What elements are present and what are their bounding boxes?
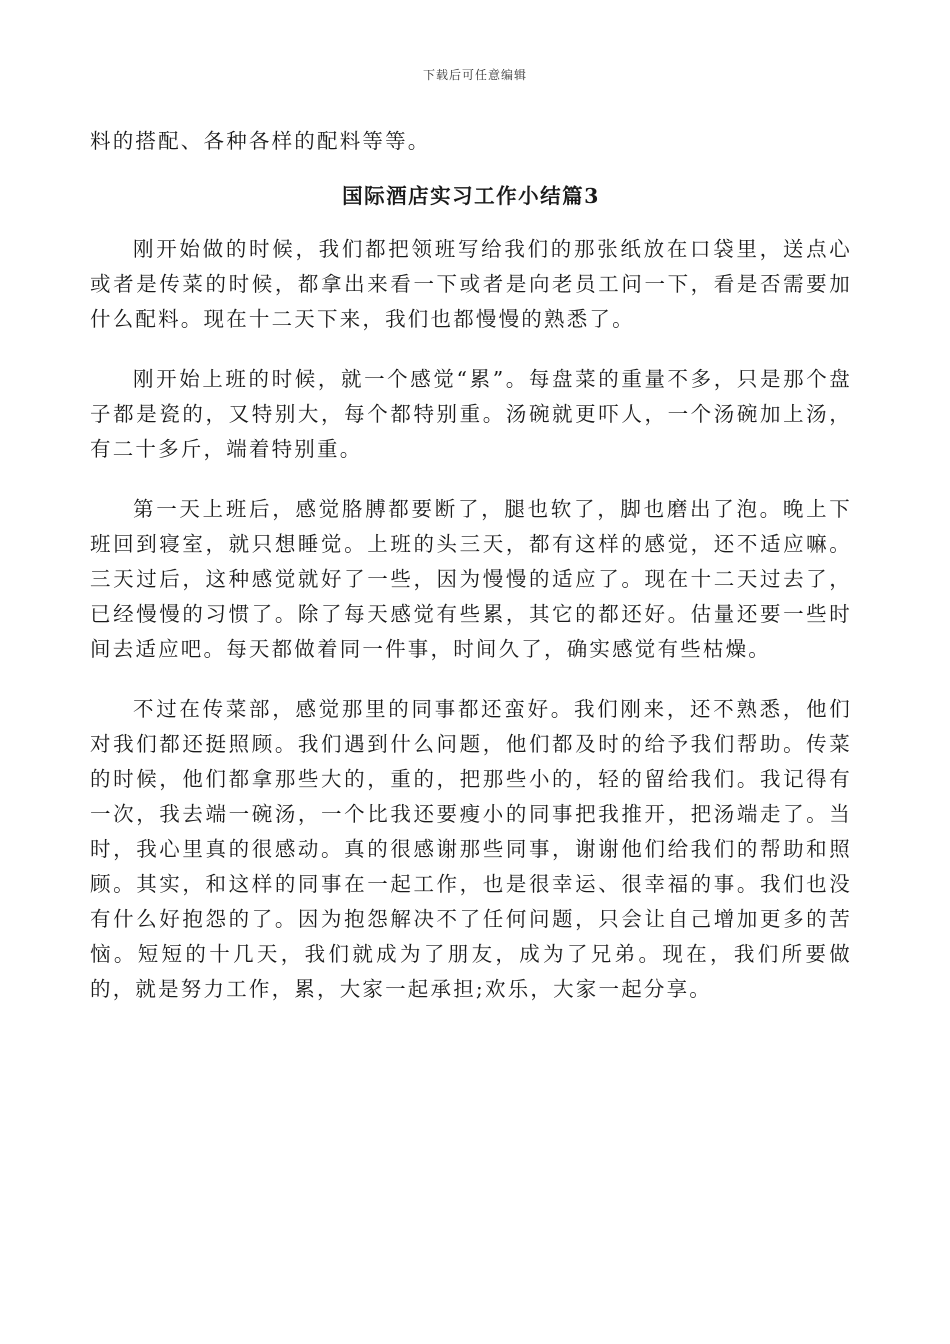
body-paragraph: 刚开始做的时候，我们都把领班写给我们的那张纸放在口袋里，送点心或者是传菜的时候，都拿出来看一下或者是向老员工问一下，看是否需要加什么配料。现在十二天下来，我们也都慢慢的熟悉了。 xyxy=(90,237,852,331)
body-paragraph: 第一天上班后，感觉胳膊都要断了，腿也软了，脚也磨出了泡。晚上下班回到寝室，就只想睡觉。上班的头三天，都有这样的感觉，还不适应嘛。三天过后，这种感觉就好了一些，因为慢慢的适应了。现在十二天过去了，已经慢慢的习惯了。除了每天感觉有些累，其它的都还好。估量还要一些时间去适应吧。每天都做着同一件事，时间久了，确实感觉有些枯燥。 xyxy=(90,497,852,661)
section-title: 国际酒店实习工作小结篇3 xyxy=(342,184,600,208)
body-paragraph: 不过在传菜部，感觉那里的同事都还蛮好。我们刚来，还不熟悉，他们对我们都还挺照顾。我们遇到什么问题，他们都及时的给予我们帮助。传菜的时候，他们都拿那些大的，重的，把那些小的，轻的留给我们。我记得有一次，我去端一碗汤，一个比我还要瘦小的同事把我推开，把汤端走了。当时，我心里真的很感动。真的很感谢那些同事，谢谢他们给我们的帮助和照顾。其实，和这样的同事在一起工作，也是很幸运、很幸福的事。我们也没有什么好抱怨的了。因为抱怨解决不了任何问题，只会让自己增加更多的苦恼。短短的十几天，我们就成为了朋友，成为了兄弟。现在，我们所要做的，就是努力工作，累，大家一起承担;欢乐，大家一起分享。 xyxy=(90,697,852,1001)
document-body xyxy=(90,124,852,1007)
body-paragraph: 刚开始上班的时候，就一个感觉“累”。每盘菜的重量不多，只是那个盘子都是瓷的，又特别大，每个都特别重。汤碗就更吓人，一个汤碗加上汤，有二十多斤，端着特别重。 xyxy=(90,367,852,461)
header-note: 下载后可任意编辑 xyxy=(422,68,527,82)
continuation-paragraph: 料的搭配、各种各样的配料等等。 xyxy=(90,129,431,153)
